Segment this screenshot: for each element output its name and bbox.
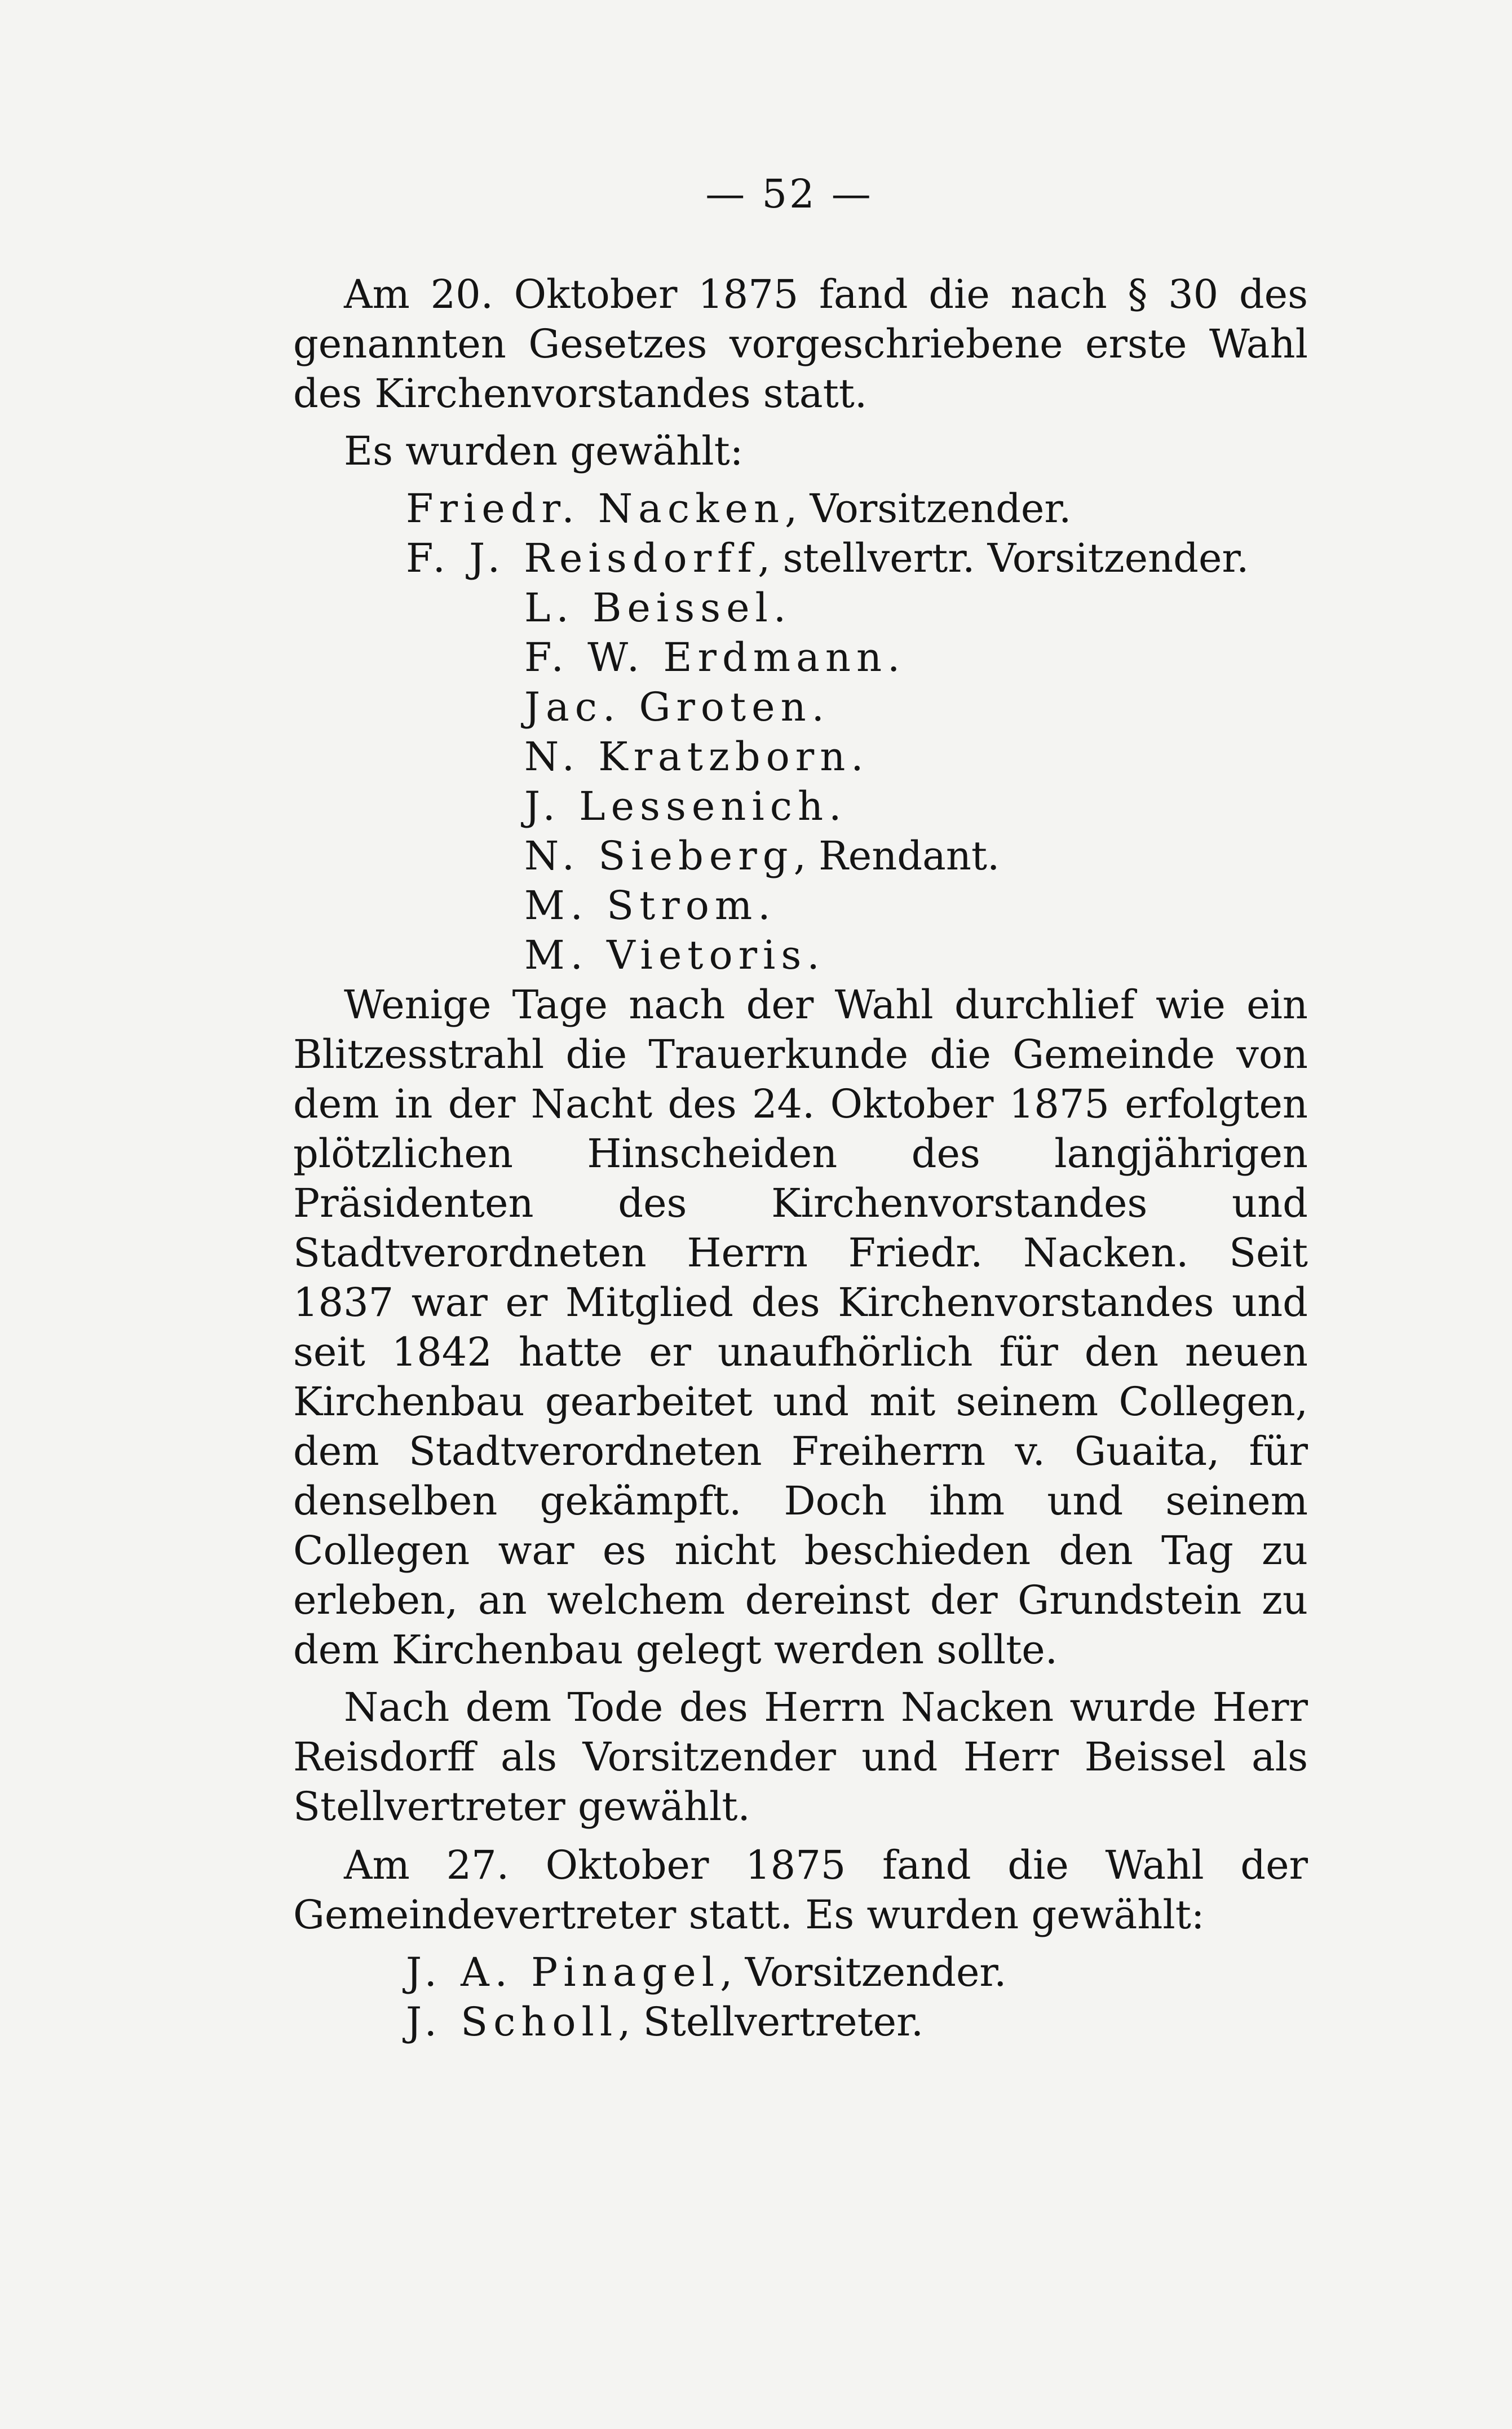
paragraph-succession: Nach dem Tode des Herrn Nacken wurde Herr Reisdorff als Vorsitzender und Herr Beissel als Stellvertreter gewählt. [293, 1684, 1308, 1830]
list-item [293, 633, 1308, 682]
member-name: L. Beissel. [524, 585, 792, 631]
member-name: M. Vietoris. [524, 932, 825, 978]
member-name: Friedr. Nacken [406, 485, 785, 532]
paragraph-death-notice: Wenige Tage nach der Wahl durchlief wie ein Blitzesstrahl die Trauerkunde die Gemeinde von dem in der Nacht des 24. Oktober 1875 erfolgten plötzlichen Hinscheiden des langjährigen Präsidenten des Kirchenvorstandes und Stadtverordneten Herrn Friedr. Nacken. Seit 1837 war er Mitglied des Kirchenvorstandes und seit 1842 hatte er unaufhörlich für den neuen Kirchenbau gearbeitet und mit seinem Collegen, dem Stadtverordneten Freiherrn v. Guaita, für denselben gekämpft. Doch ihm und seinem Collegen war es nicht beschieden den Tag zu erleben, an welchem dereinst der Grundstein zu dem Kirchenbau gelegt werden sollte. [293, 982, 1308, 1673]
member-role: , stellvertr. Vorsitzender. [757, 535, 1249, 581]
member-name: F. W. Erdmann. [524, 634, 906, 681]
member-role: , Rendant. [793, 833, 1000, 879]
list-item [293, 1997, 1308, 2047]
member-name: J. Scholl [406, 1999, 618, 2045]
page-text [293, 169, 1308, 2047]
page-number: — 52 — [705, 171, 873, 217]
member-name: N. Kratzborn. [524, 734, 869, 780]
paragraph-first-election: Am 20. Oktober 1875 fand die nach § 30 des genannten Gesetzes vorgeschriebene erste Wahl des Kirchenvorstandes statt. [293, 271, 1308, 417]
list-item [293, 682, 1308, 732]
list-item [293, 583, 1308, 633]
member-name: J. Lessenich. [524, 783, 847, 829]
member-role: , Vorsitzender. [785, 485, 1072, 532]
member-name: J. A. Pinagel [406, 1949, 720, 1995]
list-item [293, 930, 1308, 980]
representative-list [293, 1947, 1308, 2047]
board-member-list [293, 484, 1308, 980]
member-name: M. Strom. [524, 882, 776, 929]
paragraph-second-election: Am 27. Oktober 1875 fand die Wahl der Gemeindevertreter statt. Es wurden gewählt: [293, 1842, 1308, 1938]
member-role: , Stellvertreter. [618, 1999, 924, 2045]
list-item [293, 533, 1308, 583]
member-role: , Vorsitzender. [720, 1949, 1007, 1995]
list-item [293, 781, 1308, 831]
member-name: N. Sieberg [524, 833, 794, 879]
paragraph-elected-intro: Es wurden gewählt: [344, 428, 744, 474]
list-item [293, 1947, 1308, 1997]
member-name: F. J. Reisdorff [406, 535, 758, 581]
list-item [293, 732, 1308, 781]
member-name: Jac. Groten. [524, 684, 830, 730]
list-item [293, 881, 1308, 930]
list-item [293, 831, 1308, 881]
list-item [293, 484, 1308, 533]
